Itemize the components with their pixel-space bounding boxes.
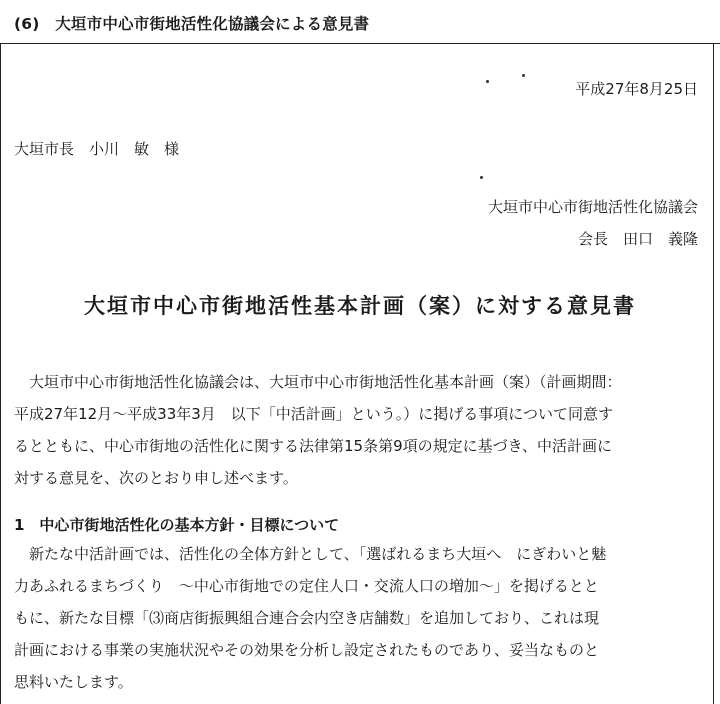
intro-line: 平成27年12月～平成33年3月 以下「中活計画」という。）に掲げる事項について同意す — [14, 405, 614, 423]
section-header: (6) 大垣市中心市街地活性化協議会による意見書 — [14, 15, 370, 33]
section1-line: 計画における事業の実施状況やその効果を分析し設定されたものであり、妥当なものと — [14, 641, 600, 659]
letter-date: 平成27年8月25日 — [575, 80, 698, 98]
section1-line: 思料いたします。 — [14, 673, 133, 691]
section1-paragraph — [14, 538, 704, 698]
scan-speck — [486, 80, 489, 83]
section1-heading: 1 中心市街地活性化の基本方針・目標について — [14, 516, 340, 534]
scan-speck — [522, 74, 525, 77]
frame-right-border — [713, 43, 714, 704]
document-title: 大垣市中心市街地活性基本計画（案）に対する意見書 — [84, 294, 636, 318]
intro-line: るとともに、中心市街地の活性化に関する法律第15条第9項の規定に基づき、中活計画に — [14, 437, 613, 455]
sender-organization: 大垣市中心市街地活性化協議会 — [487, 198, 698, 216]
sender-name: 会長 田口 義隆 — [577, 230, 698, 248]
intro-line: 対する意見を、次のとおり申し述べます。 — [14, 469, 298, 487]
frame-left-border — [0, 43, 1, 704]
header-divider — [0, 43, 720, 44]
section1-line: 新たな中活計画では、活性化の全体方針として、「選ばれるまち大垣へ にぎわいと魅 — [14, 545, 607, 563]
section1-line: 力あふれるまちづくり ～中心市街地での定住人口・交流人口の増加～」を掲げるとと — [14, 577, 599, 595]
addressee: 大垣市長 小川 敏 様 — [14, 140, 180, 158]
intro-line: 大垣市中心市街地活性化協議会は、大垣市中心市街地活性化基本計画（案）（計画期間： — [14, 373, 622, 391]
intro-paragraph — [14, 366, 704, 494]
scan-speck — [480, 176, 483, 179]
section1-line: もに、新たな目標「⑶商店街振興組合連合会内空き店舗数」を追加しており、これは現 — [14, 609, 600, 627]
